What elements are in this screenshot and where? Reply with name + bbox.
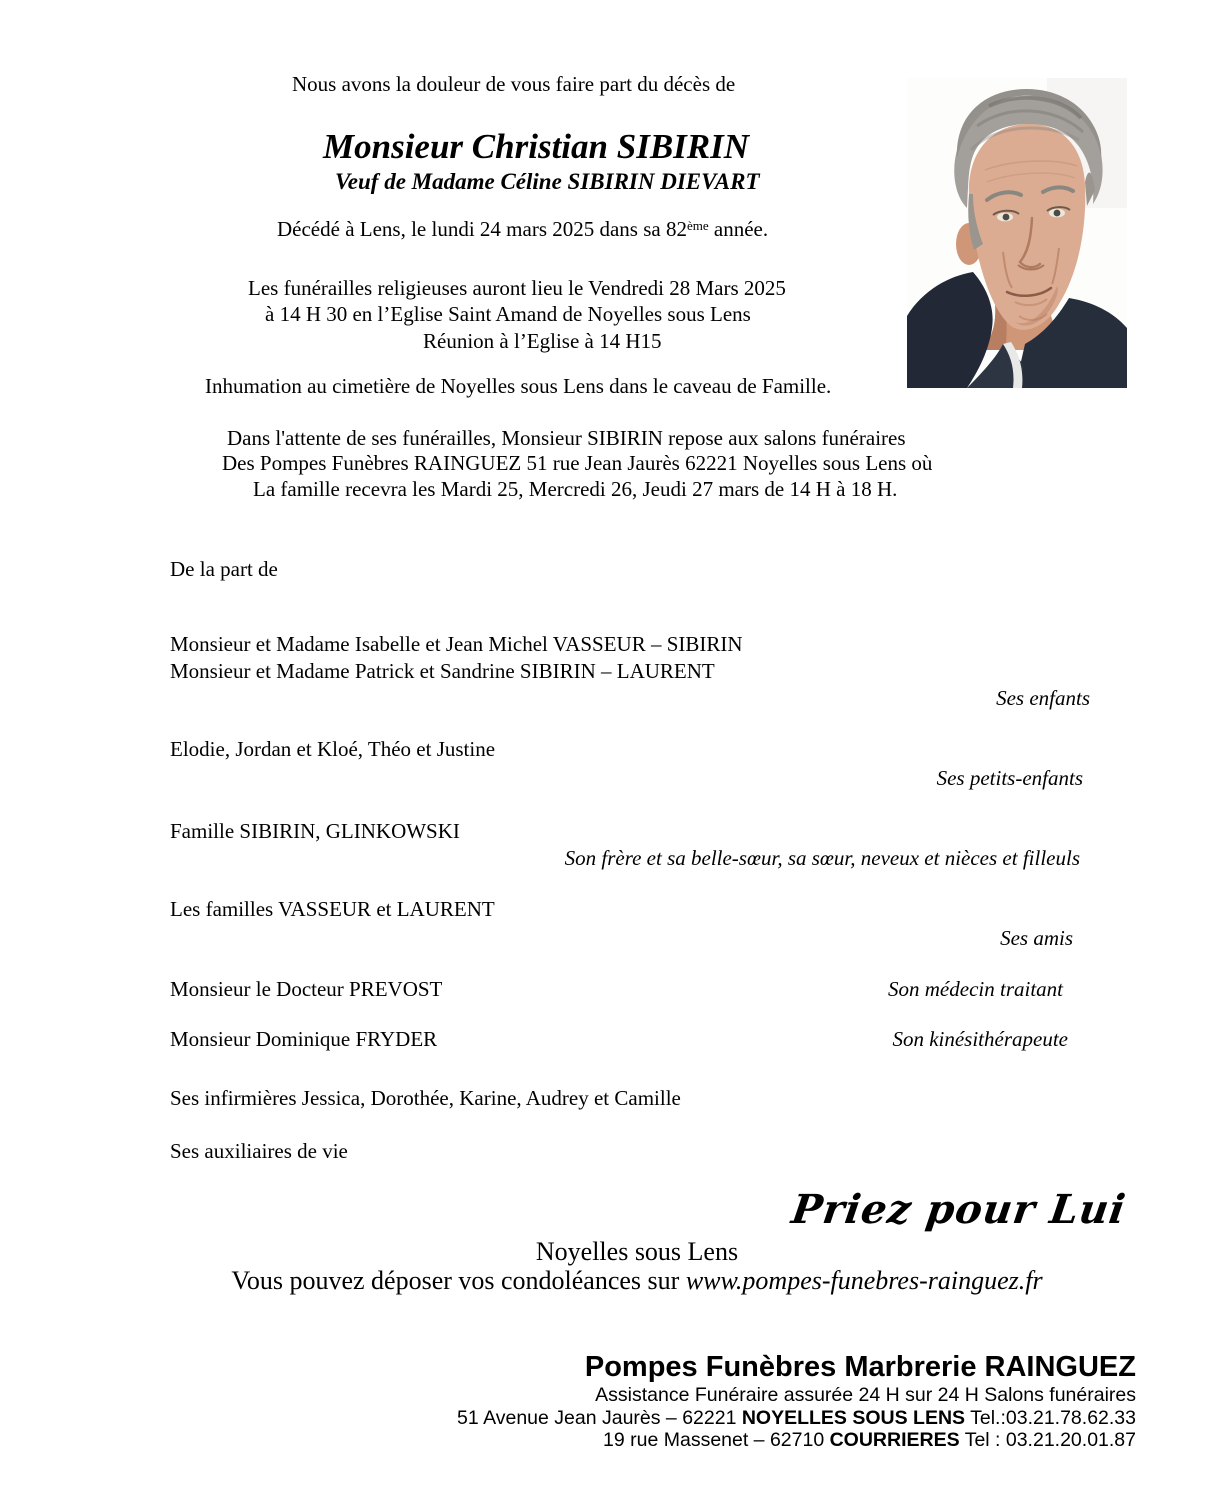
- address-1-street: 51 Avenue Jean Jaurès – 62221: [457, 1407, 742, 1429]
- address-1-city: NOYELLES SOUS LENS: [741, 1407, 966, 1429]
- address-2-city: COURRIERES: [829, 1429, 960, 1451]
- repose-line-3: La famille recevra les Mardi 25, Mercredi 26, Jeudi 27 mars de 14 H à 18 H.: [253, 477, 898, 501]
- prayer-line: Priez pour Lui: [788, 1186, 1129, 1233]
- friends-line: Les familles VASSEUR et LAURENT: [170, 897, 495, 921]
- physio-line: Monsieur Dominique FRYDER: [170, 1027, 438, 1051]
- portrait-photo: [907, 78, 1127, 388]
- inhumation-line: Inhumation au cimetière de Noyelles sous Lens dans le caveau de Famille.: [205, 374, 832, 398]
- footer-address-2: [603, 1431, 1136, 1451]
- footer-address-1: [457, 1409, 1136, 1429]
- footer-assistance-line: Assistance Funéraire assurée 24 H sur 24 H Salons funéraires: [595, 1384, 1136, 1406]
- death-date-text: Décédé à Lens, le lundi 24 mars 2025 dans sa 82: [277, 217, 687, 241]
- funeral-line-3: Réunion à l’Eglise à 14 H15: [423, 329, 662, 353]
- repose-line-2: Des Pompes Funèbres RAINGUEZ 51 rue Jean Jaurès 62221 Noyelles sous Lens où: [222, 451, 933, 475]
- address-1-phone: Tel.:03.21.78.62.33: [965, 1407, 1136, 1429]
- family-heading: De la part de: [170, 557, 278, 581]
- funeral-home-name: Pompes Funèbres Marbrerie RAINGUEZ: [584, 1351, 1136, 1383]
- widower-line: Veuf de Madame Céline SIBIRIN DIEVART: [335, 169, 760, 194]
- relation-physio: Son kinésithérapeute: [892, 1027, 1068, 1051]
- deceased-name: Monsieur Christian SIBIRIN: [323, 127, 750, 166]
- city-line: Noyelles sous Lens: [535, 1237, 739, 1266]
- death-date-end: année.: [708, 217, 769, 241]
- repose-line-1: Dans l'attente de ses funérailles, Monsieur SIBIRIN repose aux salons funéraires: [227, 426, 906, 450]
- relation-grandchildren: Ses petits-enfants: [936, 766, 1083, 790]
- address-2-street: 19 rue Massenet – 62710: [603, 1429, 830, 1451]
- condolences-text: Vous pouvez déposer vos condoléances sur: [231, 1266, 686, 1295]
- death-date-line: [277, 219, 768, 240]
- nurses-line: Ses infirmières Jessica, Dorothée, Karine, Audrey et Camille: [170, 1086, 681, 1110]
- funeral-line-2: à 14 H 30 en l’Eglise Saint Amand de Noyelles sous Lens: [265, 302, 751, 326]
- relation-siblings: Son frère et sa belle-sœur, sa sœur, neveux et nièces et filleuls: [564, 846, 1080, 870]
- children-line-2: Monsieur et Madame Patrick et Sandrine SIBIRIN – LAURENT: [170, 659, 715, 683]
- grandchildren-line: Elodie, Jordan et Kloé, Théo et Justine: [170, 737, 496, 761]
- intro-line: Nous avons la douleur de vous faire part du décès de: [292, 72, 736, 96]
- family-names-line: Famille SIBIRIN, GLINKOWSKI: [170, 819, 460, 843]
- relation-doctor: Son médecin traitant: [888, 977, 1063, 1001]
- doctor-line: Monsieur le Docteur PREVOST: [170, 977, 443, 1001]
- relation-friends: Ses amis: [1000, 926, 1073, 950]
- death-date-superscript: ème: [686, 218, 709, 233]
- funeral-line-1: Les funérailles religieuses auront lieu le Vendredi 28 Mars 2025: [248, 276, 786, 300]
- condolences-website: www.pompes-funebres-rainguez.fr: [685, 1266, 1043, 1295]
- aides-line: Ses auxiliaires de vie: [170, 1139, 348, 1163]
- children-line-1: Monsieur et Madame Isabelle et Jean Michel VASSEUR – SIBIRIN: [170, 632, 743, 656]
- relation-children: Ses enfants: [996, 686, 1090, 710]
- portrait-illustration: [907, 78, 1127, 388]
- condolences-line: [192, 1268, 1082, 1294]
- address-2-phone: Tel : 03.21.20.01.87: [959, 1429, 1136, 1451]
